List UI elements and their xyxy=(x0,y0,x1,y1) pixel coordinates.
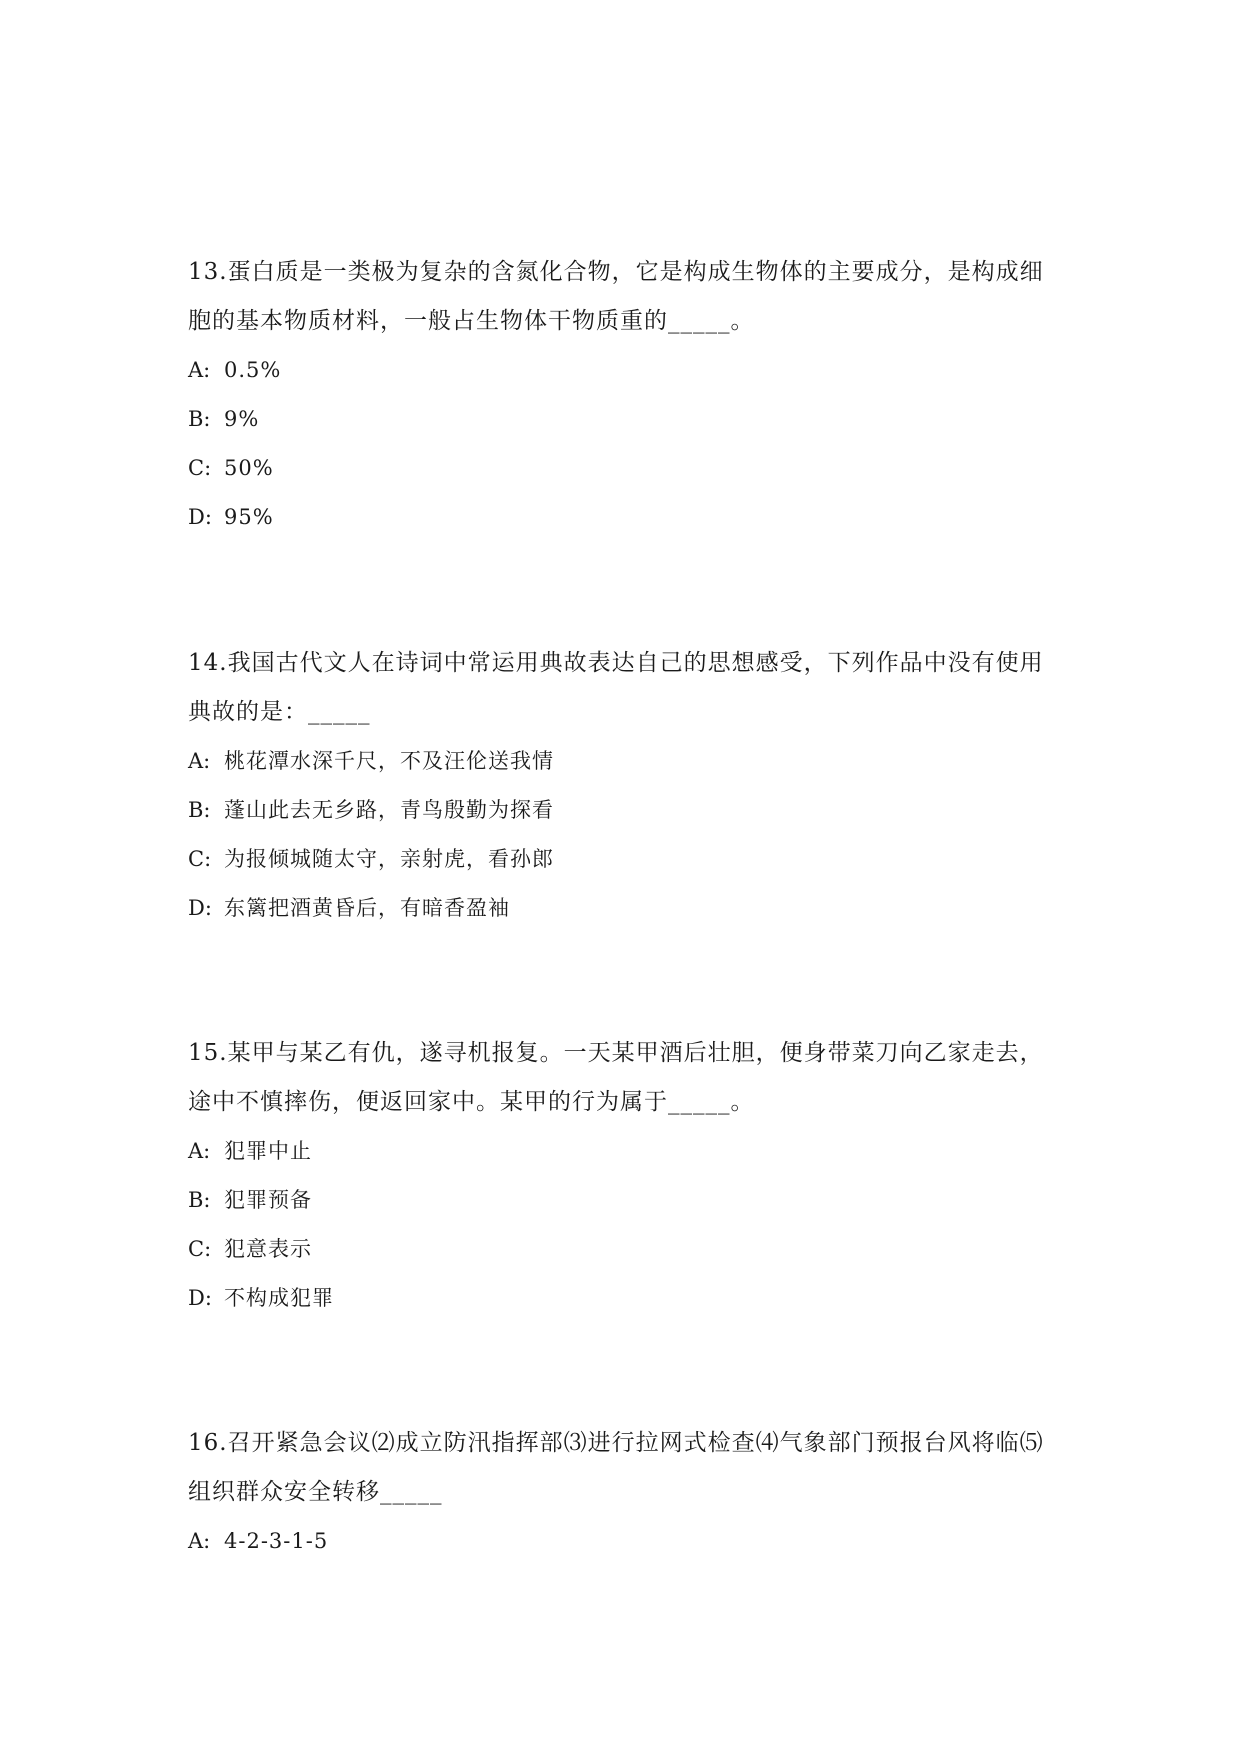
option-text: 犯罪预备 xyxy=(224,1188,312,1212)
option-letter: D: xyxy=(188,896,212,920)
option-letter: A: xyxy=(188,1529,211,1553)
option-letter: C: xyxy=(188,456,212,480)
option-text: 9% xyxy=(224,407,260,431)
option-letter: A: xyxy=(188,749,211,773)
option-text: 犯罪中止 xyxy=(224,1139,312,1163)
option-letter: B: xyxy=(188,407,211,431)
option-text: 蓬山此去无乡路，青鸟殷勤为探看 xyxy=(224,798,554,822)
option-letter: A: xyxy=(188,358,211,382)
option-letter: D: xyxy=(188,505,212,529)
question-text: 13.蛋白质是一类极为复杂的含氮化合物，它是构成生物体的主要成分，是构成细胞的基本物质材料，一般占生物体干物质重的_____。 xyxy=(188,259,1044,334)
option-letter: A: xyxy=(188,1139,211,1163)
option-text: 东篱把酒黄昏后，有暗香盈袖 xyxy=(224,896,510,920)
option-text: 犯意表示 xyxy=(224,1237,312,1261)
option-list xyxy=(188,346,1058,542)
option-letter: C: xyxy=(188,847,212,871)
option-text: 桃花潭水深千尺，不及汪伦送我情 xyxy=(224,749,554,773)
option-text: 4-2-3-1-5 xyxy=(224,1529,329,1553)
option-list xyxy=(188,737,1058,933)
question-13 xyxy=(188,248,1058,542)
question-14 xyxy=(188,639,1058,933)
option-d xyxy=(188,493,1058,542)
option-a xyxy=(188,737,1058,786)
question-15 xyxy=(188,1029,1058,1323)
option-letter: D: xyxy=(188,1286,212,1310)
option-c xyxy=(188,444,1058,493)
option-c xyxy=(188,835,1058,884)
option-b xyxy=(188,1176,1058,1225)
option-a xyxy=(188,1517,1058,1566)
option-text: 95% xyxy=(224,505,274,529)
option-letter: B: xyxy=(188,798,211,822)
question-16 xyxy=(188,1419,1058,1566)
option-text: 50% xyxy=(224,456,274,480)
option-c xyxy=(188,1225,1058,1274)
option-text: 为报倾城随太守，亲射虎，看孙郎 xyxy=(224,847,554,871)
option-d xyxy=(188,884,1058,933)
question-text: 14.我国古代文人在诗词中常运用典故表达自己的思想感受，下列作品中没有使用典故的是：_____ xyxy=(188,650,1044,725)
option-a xyxy=(188,1127,1058,1176)
option-d xyxy=(188,1274,1058,1323)
option-letter: C: xyxy=(188,1237,212,1261)
option-list xyxy=(188,1517,1058,1566)
option-b xyxy=(188,395,1058,444)
question-text: 15.某甲与某乙有仇，遂寻机报复。一天某甲酒后壮胆，便身带菜刀向乙家走去，途中不慎摔伤，便返回家中。某甲的行为属于_____。 xyxy=(188,1040,1044,1115)
option-letter: B: xyxy=(188,1188,211,1212)
option-text: 不构成犯罪 xyxy=(224,1286,334,1310)
option-list xyxy=(188,1127,1058,1323)
option-text: 0.5% xyxy=(224,358,282,382)
question-text: 16.召开紧急会议⑵成立防汛指挥部⑶进行拉网式检查⑷气象部门预报台风将临⑸组织群众安全转移_____ xyxy=(188,1430,1044,1505)
option-a xyxy=(188,346,1058,395)
option-b xyxy=(188,786,1058,835)
